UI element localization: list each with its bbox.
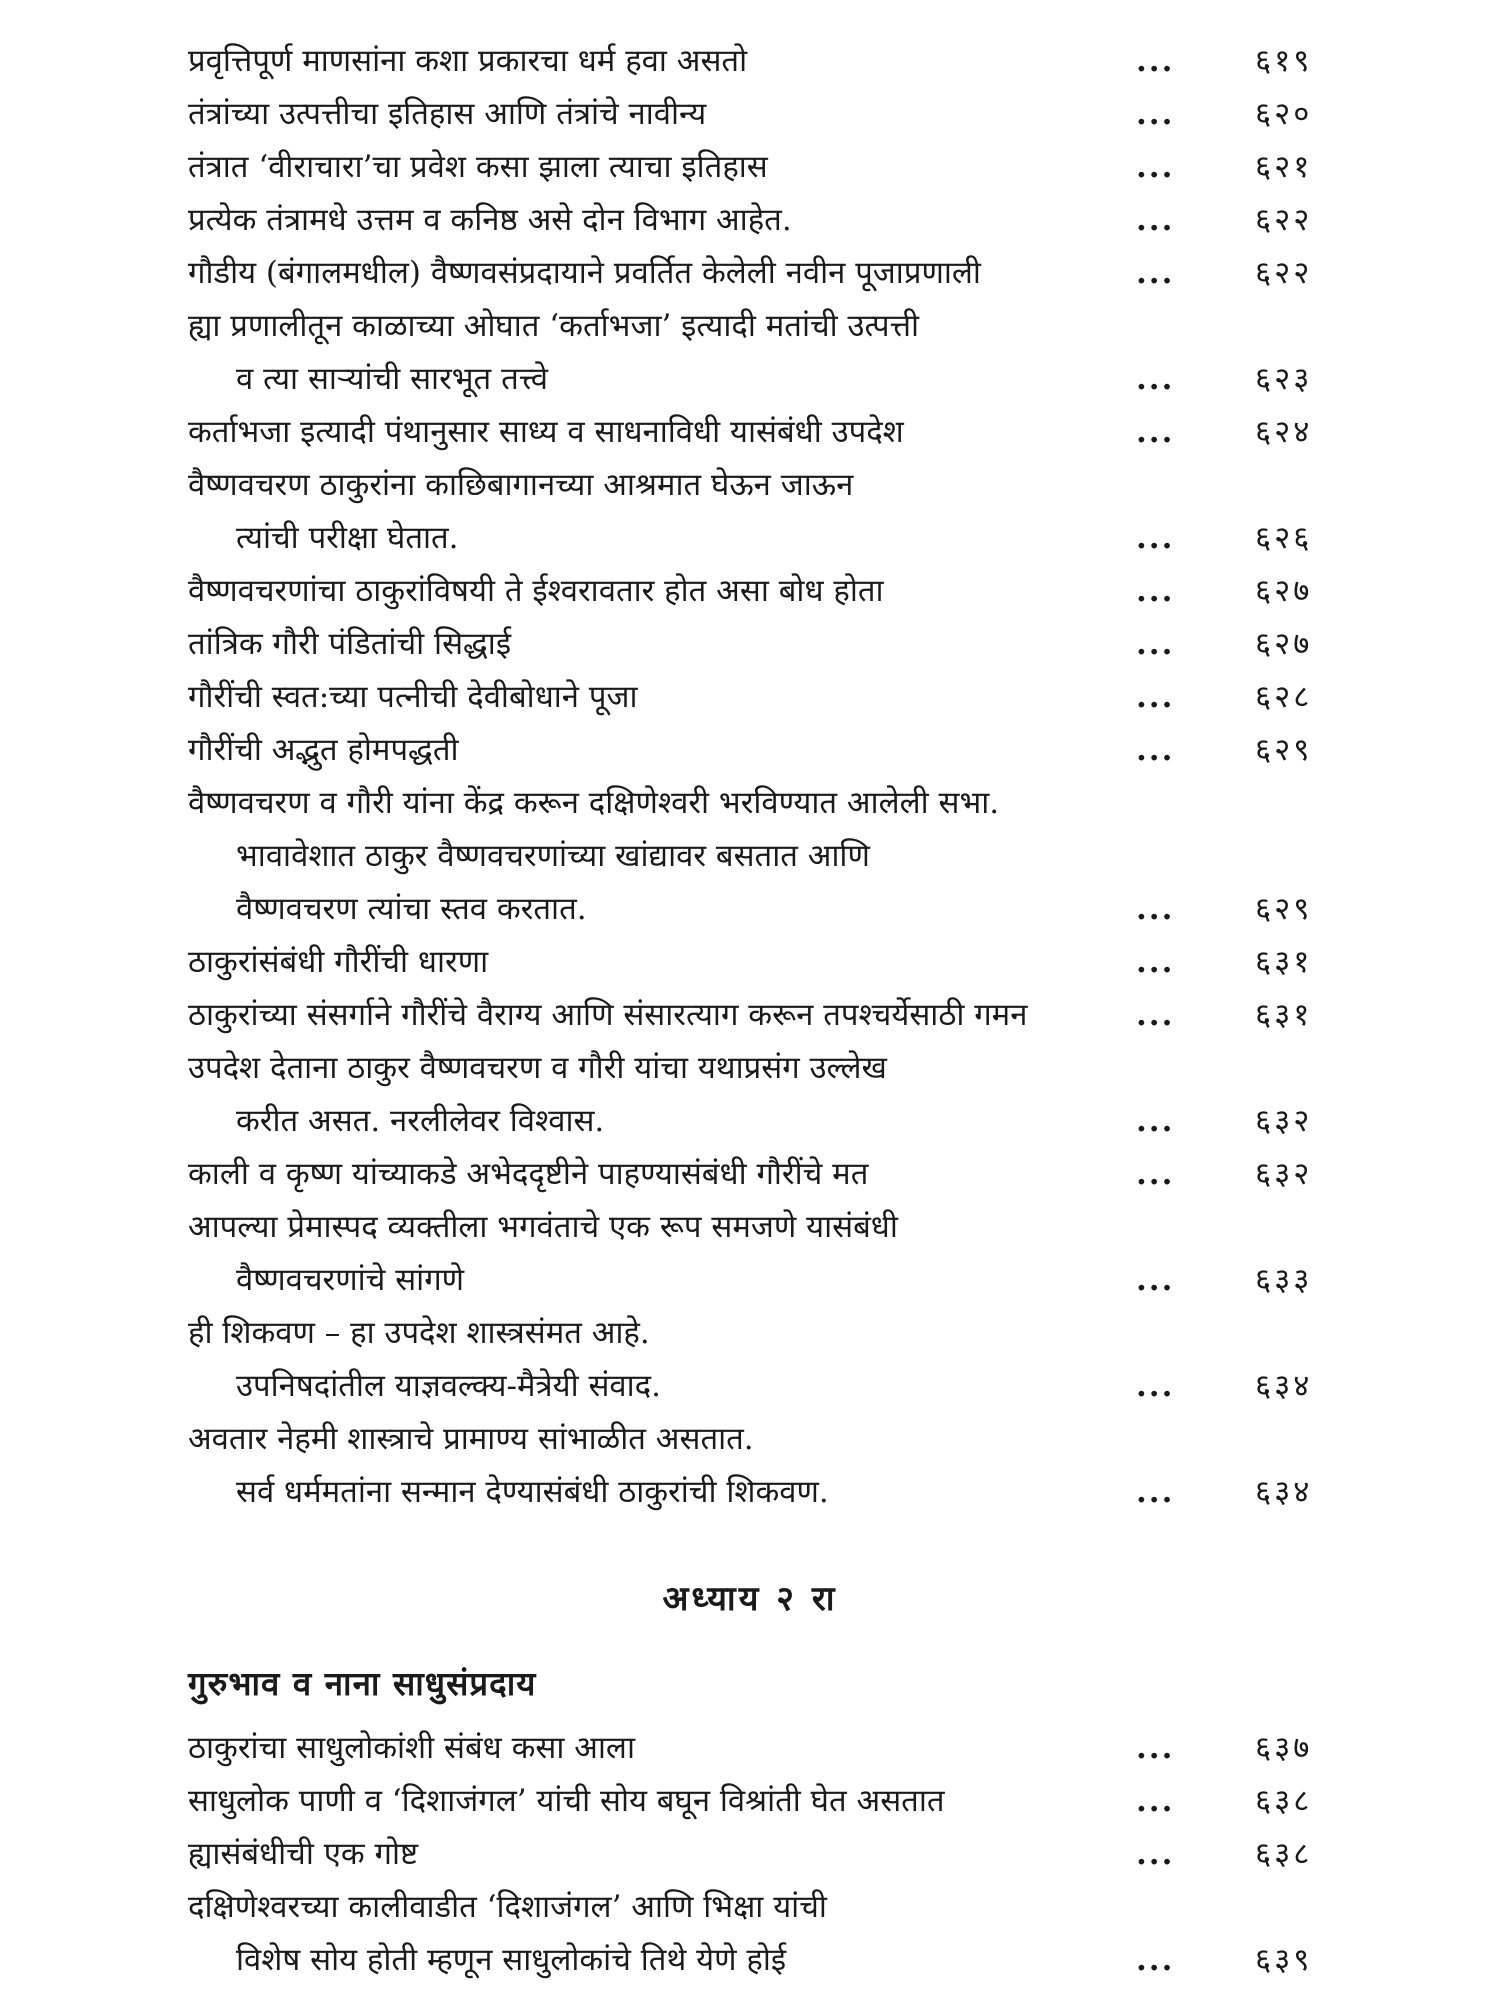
toc-row [0, 1148, 1500, 1201]
chapter-heading: अध्याय २ रा [662, 1579, 838, 1619]
toc-page-number: ६३९ [1255, 1942, 1313, 1978]
toc-leader-dots: ... [1136, 1836, 1175, 1872]
toc-leader-dots: ... [1136, 520, 1175, 556]
toc-entry-text: आपल्या प्रेमास्पद व्यक्तीला भगवंताचे एक रूप समजणे यासंबंधी [188, 1209, 898, 1245]
toc-row [0, 1360, 1500, 1413]
toc-row [0, 777, 1500, 830]
toc-entry-text: प्रवृत्तिपूर्ण माणसांना कशा प्रकारचा धर्म हवा असतो [188, 43, 748, 79]
toc-entry-text: वैष्णवचरण ठाकुरांना काछिबागानच्या आश्रमात घेऊन जाऊन [188, 467, 854, 503]
toc-row [0, 1828, 1500, 1881]
toc-leader-dots: ... [1136, 1474, 1175, 1510]
toc-leader-dots: ... [1136, 679, 1175, 715]
toc-page-number: ६३२ [1255, 1156, 1313, 1192]
toc-page-number: ६२२ [1255, 202, 1313, 238]
toc-entry-text: गौरींची स्वत:च्या पत्नीची देवीबोधाने पूजा [188, 679, 638, 715]
toc-page-number: ६२२ [1255, 255, 1313, 291]
toc-page-number: ६३८ [1255, 1783, 1313, 1819]
toc-row [0, 353, 1500, 406]
toc-page-number: ६३१ [1255, 997, 1313, 1033]
toc-leader-dots: ... [1136, 1730, 1175, 1766]
toc-row [0, 247, 1500, 300]
toc-leader-dots: ... [1136, 1103, 1175, 1139]
toc-page-number: ६३४ [1255, 1368, 1313, 1404]
toc-row [0, 1881, 1500, 1934]
toc-row [0, 1307, 1500, 1360]
toc-entry-text: करीत असत. नरलीलेवर विश्वास. [236, 1103, 605, 1139]
toc-entry-text: अवतार नेहमी शास्त्राचे प्रामाण्य सांभाळीत असतात. [188, 1421, 754, 1457]
toc-page-number: ६२४ [1255, 414, 1313, 450]
toc-row [0, 1722, 1500, 1775]
toc-page-number: ६२९ [1255, 891, 1313, 927]
toc-row [0, 194, 1500, 247]
toc-entry-text: काली व कृष्ण यांच्याकडे अभेददृष्टीने पाहण्यासंबंधी गौरींचे मत [188, 1156, 869, 1192]
toc-entry-text: व त्या साऱ्यांची सारभूत तत्त्वे [236, 361, 548, 397]
toc-leader-dots: ... [1136, 626, 1175, 662]
toc-entry-text: दक्षिणेश्वरच्या कालीवाडीत ‘दिशाजंगल’ आणि भिक्षा यांची [188, 1889, 827, 1925]
toc-row [0, 1775, 1500, 1828]
toc-row [0, 830, 1500, 883]
toc-leader-dots: ... [1136, 1942, 1175, 1978]
toc-entry-text: गौरींची अद्भुत होमपद्धती [188, 732, 459, 768]
toc-page-number: ६३८ [1255, 1836, 1313, 1872]
toc-row [0, 936, 1500, 989]
toc-leader-dots: ... [1136, 1262, 1175, 1298]
toc-row [0, 565, 1500, 618]
toc-page-number: ६२६ [1255, 520, 1313, 556]
toc-row [0, 300, 1500, 353]
toc-row [0, 406, 1500, 459]
toc-row [0, 35, 1500, 88]
toc-row [0, 1413, 1500, 1466]
toc-page-number: ६३७ [1255, 1730, 1313, 1766]
toc-entry-text: ठाकुरांसंबंधी गौरींची धारणा [188, 944, 489, 980]
toc-entry-text: वैष्णवचरण त्यांचा स्तव करतात. [236, 891, 587, 927]
toc-page-number: ६२८ [1255, 679, 1313, 715]
toc-row [0, 1095, 1500, 1148]
toc-entry-text: ह्या प्रणालीतून काळाच्या ओघात ‘कर्ताभजा’ इत्यादी मतांची उत्पत्ती [188, 308, 920, 344]
toc-page-number: ६३३ [1255, 1262, 1313, 1298]
toc-row [0, 671, 1500, 724]
toc-row [0, 88, 1500, 141]
toc-row [0, 512, 1500, 565]
toc-row [0, 141, 1500, 194]
toc-page-number: ६२० [1255, 96, 1313, 132]
toc-entry-text: ह्यासंबंधीची एक गोष्ट [188, 1836, 419, 1872]
toc-leader-dots: ... [1136, 202, 1175, 238]
toc-entry-text: त्यांची परीक्षा घेतात. [236, 520, 459, 556]
toc-entry-text: प्रत्येक तंत्रामधे उत्तम व कनिष्ठ असे दोन विभाग आहेत. [188, 202, 792, 238]
toc-entry-text: तंत्रात ‘वीराचारा’चा प्रवेश कसा झाला त्याचा इतिहास [188, 149, 768, 185]
toc-leader-dots: ... [1136, 944, 1175, 980]
toc-page-number: ६१९ [1255, 43, 1313, 79]
toc-leader-dots: ... [1136, 732, 1175, 768]
toc-leader-dots: ... [1136, 1783, 1175, 1819]
section-heading: गुरुभाव व नाना साधुसंप्रदाय [188, 1664, 537, 1703]
toc-row [0, 1201, 1500, 1254]
toc-row [0, 883, 1500, 936]
toc-page-number: ६२१ [1255, 149, 1313, 185]
toc-entry-text: उपनिषदांतील याज्ञवल्क्य-मैत्रेयी संवाद. [236, 1368, 661, 1404]
toc-page-number: ६२३ [1255, 361, 1313, 397]
toc-entry-text: वैष्णवचरणांचे सांगणे [236, 1262, 465, 1298]
toc-entry-text: ठाकुरांच्या संसर्गाने गौरींचे वैराग्य आणि संसारत्याग करून तपश्चर्येसाठी गमन [188, 997, 1028, 1033]
toc-entry-text: ठाकुरांचा साधुलोकांशी संबंध कसा आला [188, 1730, 635, 1766]
toc-entry-text: कर्ताभजा इत्यादी पंथानुसार साध्य व साधनाविधी यासंबंधी उपदेश [188, 414, 904, 450]
toc-leader-dots: ... [1136, 414, 1175, 450]
toc-leader-dots: ... [1136, 255, 1175, 291]
toc-row [0, 618, 1500, 671]
toc-entry-text: वैष्णवचरण व गौरी यांना केंद्र करून दक्षिणेश्वरी भरविण्यात आलेली सभा. [188, 785, 1000, 821]
toc-leader-dots: ... [1136, 1368, 1175, 1404]
toc-leader-dots: ... [1136, 43, 1175, 79]
toc-entry-text: सर्व धर्ममतांना सन्मान देण्यासंबंधी ठाकुरांची शिकवण. [236, 1474, 829, 1510]
toc-entry-text: साधुलोक पाणी व ‘दिशाजंगल’ यांची सोय बघून विश्रांती घेत असतात [188, 1783, 945, 1819]
toc-entry-text: उपदेश देताना ठाकुर वैष्णवचरण व गौरी यांचा यथाप्रसंग उल्लेख [188, 1050, 887, 1086]
toc-row [0, 1254, 1500, 1307]
toc-row [0, 989, 1500, 1042]
toc-entry-text: वैष्णवचरणांचा ठाकुरांविषयी ते ईश्वरावतार होत असा बोध होता [188, 573, 884, 609]
toc-entry-text: तंत्रांच्या उत्पत्तीचा इतिहास आणि तंत्रांचे नावीन्य [188, 96, 707, 132]
toc-page-number: ६३२ [1255, 1103, 1313, 1139]
toc-leader-dots: ... [1136, 149, 1175, 185]
toc-leader-dots: ... [1136, 891, 1175, 927]
toc-row [0, 724, 1500, 777]
toc-entry-text: भावावेशात ठाकुर वैष्णवचरणांच्या खांद्यावर बसतात आणि [236, 838, 870, 874]
toc-page-number: ६२७ [1255, 573, 1313, 609]
toc-leader-dots: ... [1136, 1156, 1175, 1192]
toc-page-number: ६२७ [1255, 626, 1313, 662]
toc-row [0, 459, 1500, 512]
toc-leader-dots: ... [1136, 361, 1175, 397]
toc-leader-dots: ... [1136, 573, 1175, 609]
toc-entry-text: गौडीय (बंगालमधील) वैष्णवसंप्रदायाने प्रवर्तित केलेली नवीन पूजाप्रणाली [188, 255, 981, 291]
toc-entry-text: ही शिकवण – हा उपदेश शास्त्रसंमत आहे. [188, 1315, 650, 1351]
toc-leader-dots: ... [1136, 997, 1175, 1033]
toc-page-number: ६३४ [1255, 1474, 1313, 1510]
toc-row [0, 1042, 1500, 1095]
toc-page-number: ६३१ [1255, 944, 1313, 980]
toc-entry-text: विशेष सोय होती म्हणून साधुलोकांचे तिथे येणे होई [236, 1942, 787, 1978]
toc-row [0, 1466, 1500, 1519]
toc-page-number: ६२९ [1255, 732, 1313, 768]
toc-leader-dots: ... [1136, 96, 1175, 132]
toc-entry-text: तांत्रिक गौरी पंडितांची सिद्धाई [188, 626, 512, 662]
toc-row [0, 1934, 1500, 1987]
